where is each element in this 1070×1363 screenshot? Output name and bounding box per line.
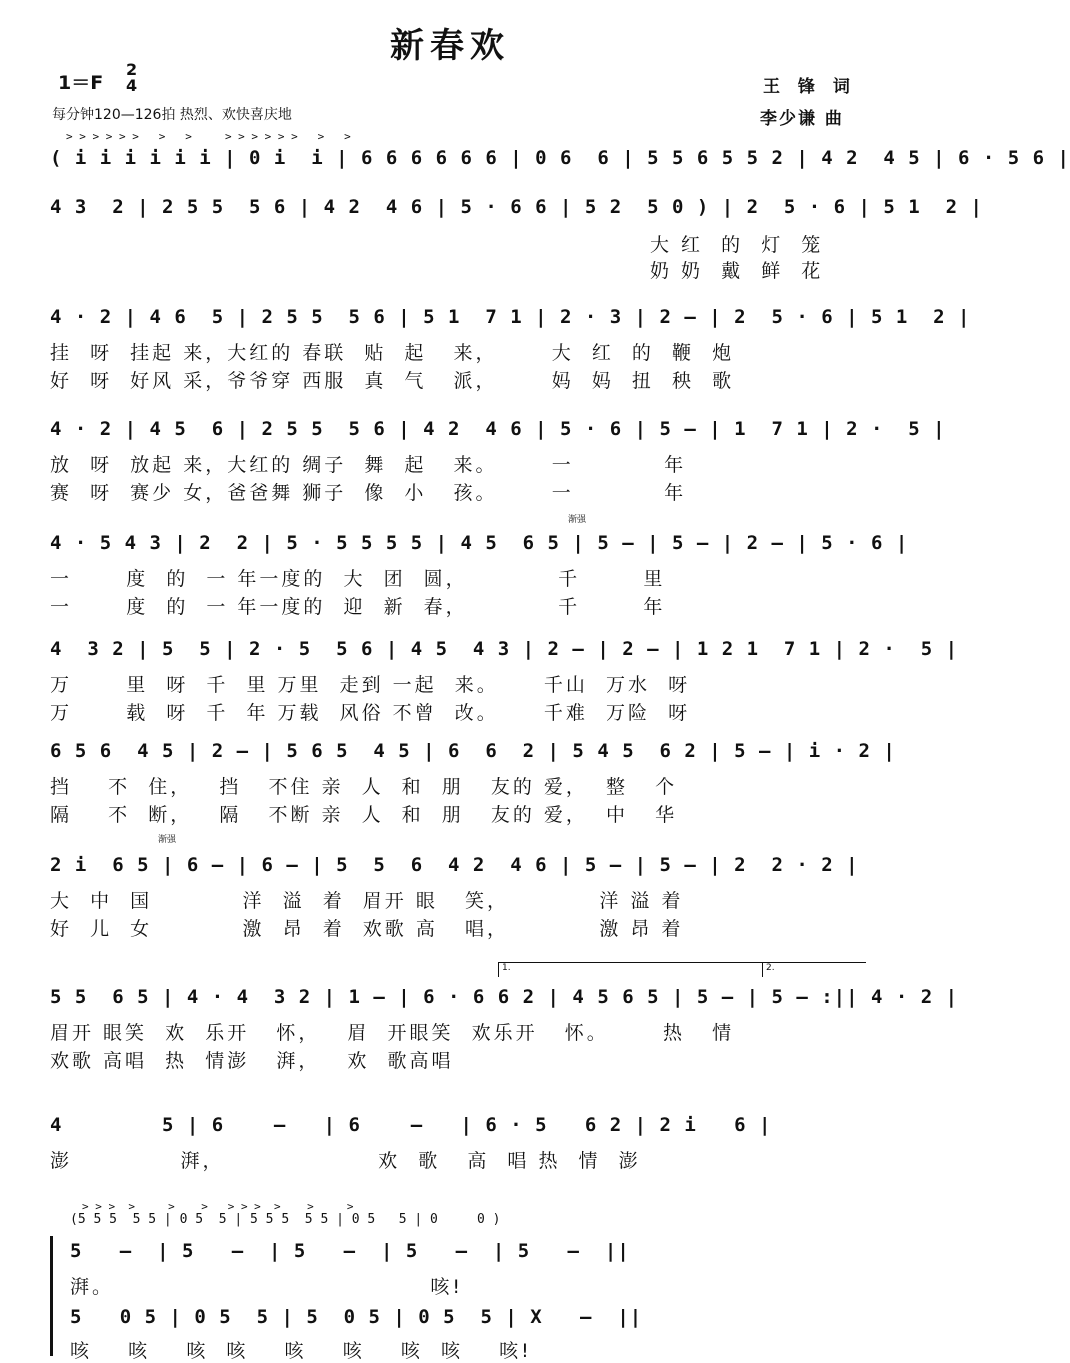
lyrics-verse-2: 好 呀 好风 采，爷爷穿 西服 真 气 派， 妈 妈 扭 秧 歌 [50,370,735,392]
lyrics-verse-2: 奶 奶 戴 鲜 花 [650,260,824,282]
lyrics-verse-1: 一 度 的 一 年一度的 大 团 圆， 千 里 [50,568,666,590]
lyricist-credit: 王 锋 词 [763,77,856,97]
notation-line: 2 i 6 5 | 6 — | 6 — | 5 5 6 4 2 4 6 | 5 — | 5 — | 2 2 · 2 | [50,854,859,876]
lyrics-verse-1: 眉开 眼笑 欢 乐开 怀， 眉 开眼笑 欢乐开 怀。 热 情 [50,1022,735,1044]
volta-2: 2. [762,962,866,977]
notation-line: 4 5 | 6 — | 6 — | 6 · 5 6 2 | 2 i 6 | [50,1114,772,1136]
notation-line: 4 3 2 | 2 5 5 5 6 | 4 2 4 6 | 5 · 6 6 | 5 2 5 0 ) | 2 5 · 6 | 5 1 2 | [50,196,983,218]
song-title: 新春欢 [390,26,510,66]
crescendo-marking: 渐强 [568,515,587,525]
coda-voice-2: 5 0 5 | 0 5 5 | 5 0 5 | 0 5 5 | X — || [70,1306,643,1328]
lyrics-verse-1: 澎 湃， 欢 歌 高 唱 热 情 澎 [50,1150,641,1172]
lyrics-verse-2: 好 儿 女 激 昂 着 欢歌 高 唱， 激 昂 着 [50,918,684,940]
accent-marks: > > > > > > > > > > > > > > > > [66,130,351,143]
lyrics-verse-1: 挡 不 住， 挡 不住 亲 人 和 朋 友的 爱， 整 个 [50,776,678,798]
coda-voice-1: 5 — | 5 — | 5 — | 5 — | 5 — || [70,1240,630,1262]
crescendo-marking: 渐强 [158,835,177,845]
lyrics-verse-2: 隔 不 断， 隔 不断 亲 人 和 朋 友的 爱， 中 华 [50,804,678,826]
lyrics-verse-2: 欢歌 高唱 热 情澎 湃， 欢 歌高唱 [50,1050,454,1072]
lyrics-verse-2: 万 载 呀 千 年 万载 风俗 不曾 改。 千难 万险 呀 [50,702,691,724]
time-signature-top: 2 [126,60,138,79]
coda-top-small-notes: (5 5 5 5 5 | 0 5 5 | 5 5 5 5 5 | 0 5 5 | 0 0 ) [70,1212,501,1227]
lyrics-verse-1: 万 里 呀 千 里 万里 走到 一起 来。 千山 万水 呀 [50,674,691,696]
notation-line: 4 3 2 | 5 5 | 2 · 5 5 6 | 4 5 4 3 | 2 — | 2 — | 1 2 1 7 1 | 2 · 5 | [50,638,959,660]
notation-line: 4 · 2 | 4 6 5 | 2 5 5 5 6 | 5 1 7 1 | 2 · 3 | 2 — | 2 5 · 6 | 5 1 2 | [50,306,971,328]
coda-voice-2-lyrics: 咳 咳 咳 咳 咳 咳 咳 咳 咳! [70,1340,532,1362]
time-signature [126,62,137,94]
volta-1: 1. [498,962,764,977]
notation-line: 6 5 6 4 5 | 2 — | 5 6 5 4 5 | 6 6 2 | 5 4 5 6 2 | 5 — | i · 2 | [50,740,896,762]
notation-line: 4 · 5 4 3 | 2 2 | 5 · 5 5 5 5 | 4 5 6 5 | 5 — | 5 — | 2 — | 5 · 6 | [50,532,909,554]
coda-accent-marks: > > > > > > > > > > > > [82,1200,354,1213]
lyrics-verse-1: 大 中 国 洋 溢 着 眉开 眼 笑， 洋 溢 着 [50,890,684,912]
tempo-marking: 每分钟120—126拍 热烈、欢快喜庆地 [52,107,292,123]
lyrics-verse-1: 大 红 的 灯 笼 [650,234,824,256]
notation-line: 5 5 6 5 | 4 · 4 3 2 | 1 — | 6 · 6 6 2 | 4 5 6 5 | 5 — | 5 — :|| 4 · 2 | [50,986,959,1008]
lyrics-verse-2: 一 度 的 一 年一度的 迎 新 春， 千 年 [50,596,666,618]
lyrics-verse-1: 放 呀 放起 来，大红的 绸子 舞 起 来。 一 年 [50,454,687,476]
lyrics-verse-2: 赛 呀 赛少 女，爸爸舞 狮子 像 小 孩。 一 年 [50,482,687,504]
time-signature-bottom: 4 [126,76,138,95]
composer-credit: 李少谦 曲 [760,109,844,129]
key-signature: 1＝F [58,72,104,94]
lyrics-verse-1: 挂 呀 挂起 来，大红的 春联 贴 起 来， 大 红 的 鞭 炮 [50,342,735,364]
notation-line: ( i i i i i i | 0 i i | 6 6 6 6 6 6 | 0 6 6 | 5 5 6 5 5 2 | 4 2 4 5 | 6 · 5 6 | [50,147,1070,169]
coda-bracket [50,1236,57,1356]
coda-voice-1-lyrics: 湃。 咳! [70,1276,464,1298]
notation-line: 4 · 2 | 4 5 6 | 2 5 5 5 6 | 4 2 4 6 | 5 · 6 | 5 — | 1 7 1 | 2 · 5 | [50,418,946,440]
